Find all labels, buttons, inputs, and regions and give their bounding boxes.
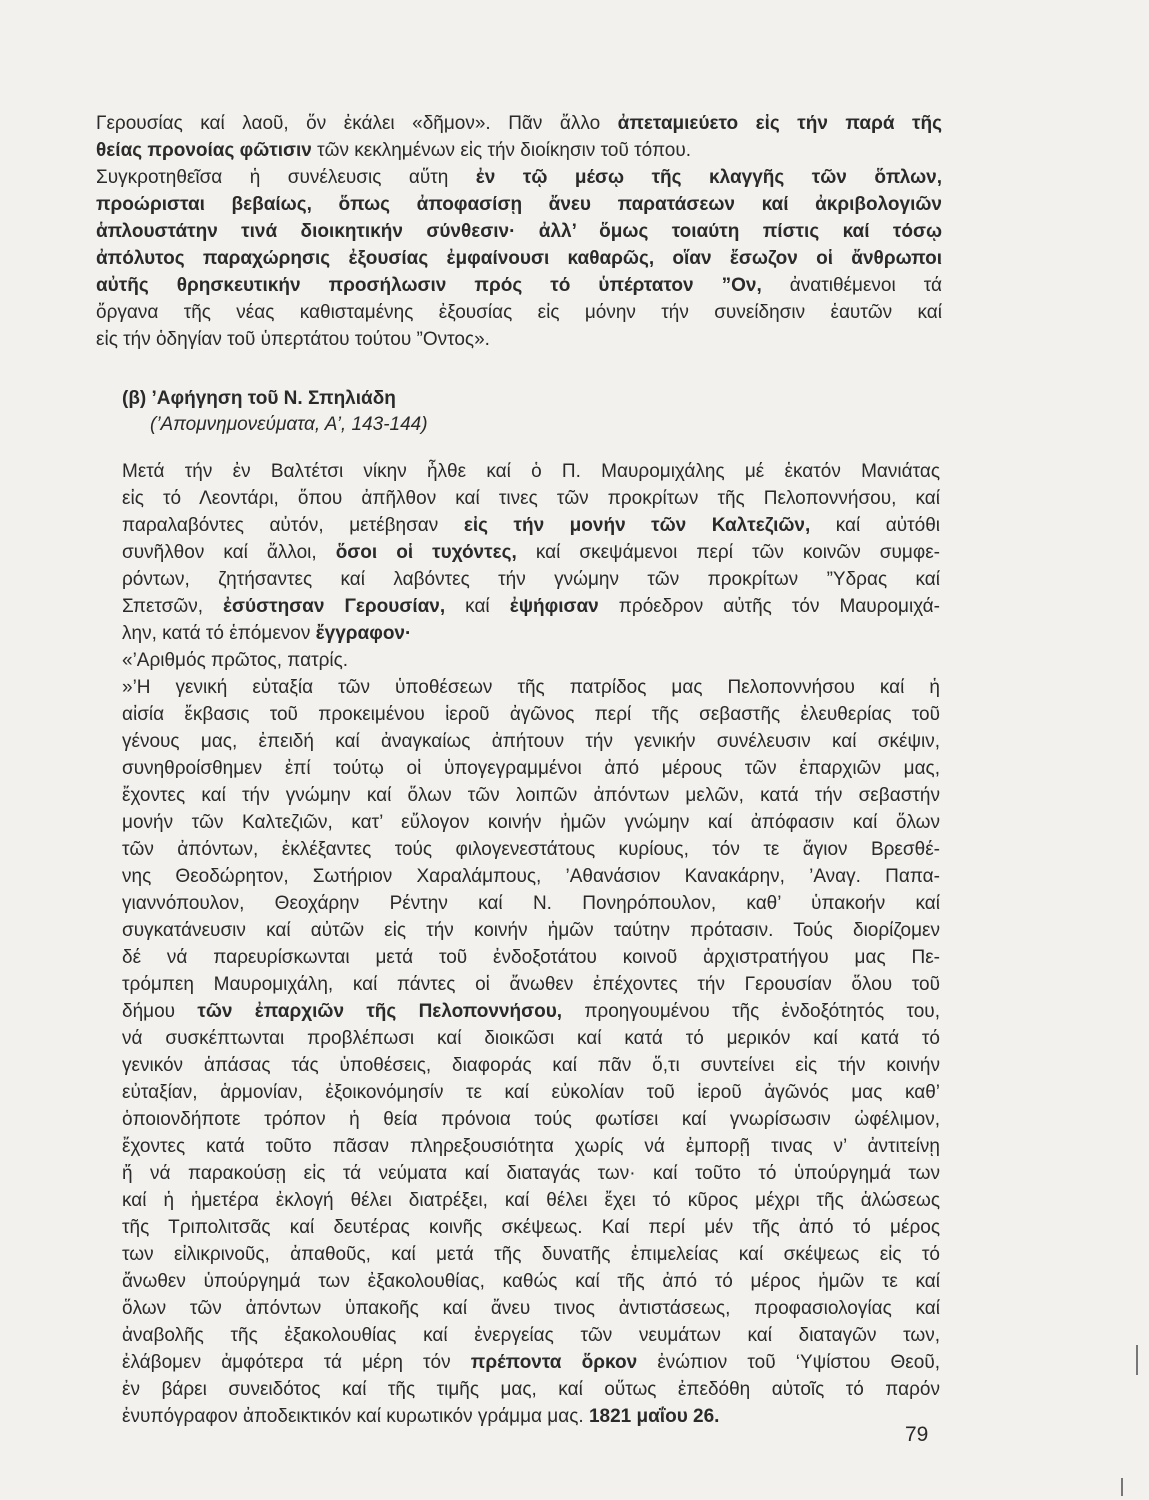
text-line	[96, 191, 942, 218]
text-run: ὄργανα τῆς νέας καθισταμένης ἐξουσίας εἰς μόνην τήν συνείδησιν ἑαυτῶν καί	[96, 302, 942, 323]
text-line	[122, 1268, 940, 1295]
text-line	[122, 539, 940, 566]
text-run: τρόμπεη Μαυρομιχάλη, καί πάντες οἱ ἄνωθεν ἐπέχοντες τήν Γερουσίαν ὅλου τοῦ	[122, 974, 940, 995]
text-line	[96, 245, 942, 272]
text-run: ὅλων τῶν ἀπόντων ὑπακοῆς καί ἄνευ τινος ἀντιστάσεως, προφασιολογίας καί	[122, 1298, 940, 1319]
text-run: ἀναβολῆς τῆς ἐξακολουθίας καί ἐνεργείας τῶν νευμάτων καί διαταγῶν των,	[122, 1325, 940, 1346]
text-line	[122, 1025, 940, 1052]
text-run: τῶν ἀπόντων, ἐκλέξαντες τούς φιλογενεστάτους κυρίους, τόν τε ἅγιον Βρεσθέ-	[122, 839, 940, 860]
text-line	[122, 701, 940, 728]
text-run: ἐλάβομεν ἀμφότερα τά μέρη τόν	[122, 1352, 471, 1373]
text-line	[96, 299, 942, 326]
text-run: Συγκροτηθεῖσα ἡ συνέλευσις αὕτη	[96, 167, 476, 188]
bold-text-run: προώρισται βεβαίως, ὅπως ἀποφασίσῃ ἄνευ παρατάσεων καί ἀκριβολογιῶν	[96, 194, 942, 215]
text-line	[122, 1214, 940, 1241]
text-run: μονήν τῶν Καλτεζιῶν, κατ’ εὔλογον κοινήν ἡμῶν γνώμην καί ἀπόφασιν καί ὅλων	[122, 812, 940, 833]
scan-edge-mark	[1121, 1478, 1123, 1496]
text-line	[122, 1403, 940, 1430]
text-line	[122, 998, 940, 1025]
bold-text-run: ἐψήφισαν	[509, 596, 599, 617]
text-line	[122, 1079, 940, 1106]
bold-text-run: ὅσοι οἱ τυχόντες,	[335, 542, 517, 563]
text-run: των εἰλικρινοῦς, ἀπαθοῦς, καί μετά τῆς δυνατῆς ἐπιμελείας καί σκέψεως εἰς τό	[122, 1244, 940, 1265]
text-line	[122, 836, 940, 863]
text-run: προηγουμένου τῆς ἐνδοξότητός του,	[562, 1001, 940, 1022]
text-run: ἄνωθεν ὑπούργημά των ἐξακολουθίας, καθώς καί τῆς ἀπό τό μέρος ἡμῶν τε καί	[122, 1271, 940, 1292]
text-run: ἔχοντες καί τήν γνώμην καί ὅλων τῶν λοιπῶν ἀπόντων μελῶν, κατά τήν σεβαστήν	[122, 785, 940, 806]
bold-text-run: θείας προνοίας φῶτισιν	[96, 140, 312, 161]
text-line	[122, 1295, 940, 1322]
scan-edge-mark	[1136, 1345, 1138, 1375]
text-line	[122, 1376, 940, 1403]
text-line	[122, 1106, 940, 1133]
text-line	[96, 137, 942, 164]
page-number: 79	[905, 1423, 929, 1446]
text-run: καί	[445, 596, 510, 617]
text-run: ὁποιονδήποτε τρόπον ἡ θεία πρόνοια τούς φωτίσει καί γνωρίσωσιν ὠφέλιμον,	[122, 1109, 940, 1130]
text-line	[122, 755, 940, 782]
text-line	[96, 110, 942, 137]
text-run: νης Θεοδώρητον, Σωτήριον Χαραλάμπους, ’Αθανάσιον Κανακάρην, ’Αναγ. Παπα-	[122, 866, 940, 887]
text-run: »’Η γενική εὐταξία τῶν ὑποθέσεων τῆς πατρίδος μας Πελοποννήσου καί ἡ	[122, 677, 940, 698]
text-line	[122, 1133, 940, 1160]
text-line	[96, 326, 942, 353]
text-run: γενικόν ἁπάσας τάς ὑποθέσεις, διαφοράς καί πᾶν ὅ,τι συντείνει εἰς τήν κοινήν	[122, 1055, 940, 1076]
text-run: ἤ νά παρακούσῃ εἰς τά νεύματα καί διαταγάς των· καί τοῦτο τό ὑπούργημά των	[122, 1163, 940, 1184]
text-run: παραλαβόντες αὐτόν, μετέβησαν	[122, 515, 464, 536]
text-run: «’Αριθμός πρῶτος, πατρίς.	[122, 650, 349, 671]
text-run: δήμου	[122, 1001, 198, 1022]
text-line	[122, 512, 940, 539]
text-run: ρόντων, ζητήσαντες καί λαβόντες τήν γνώμην τῶν προκρίτων ”Υδρας καί	[122, 569, 940, 590]
text-run: τῆς Τριπολιτσᾶς καί δευτέρας κοινῆς σκέψεως. Καί περί μέν τῆς ἀπό τό μέρος	[122, 1217, 940, 1238]
text-line	[122, 917, 940, 944]
bold-text-run: ἀπεταμιεύετο εἰς τήν παρά τῆς	[617, 113, 942, 134]
text-line	[122, 728, 940, 755]
text-run: εἰς τό Λεοντάρι, ὅπου ἀπῆλθον καί τινες τῶν προκρίτων τῆς Πελοποννήσου, καί	[122, 488, 940, 509]
bold-text-run: 1821 μαΐου 26.	[588, 1406, 720, 1427]
text-run: συνῆλθον καί ἄλλοι,	[122, 542, 336, 563]
text-line	[122, 593, 940, 620]
text-run: ἔχοντες κατά τοῦτο πᾶσαν πληρεξουσιότητα χωρίς νά ἐμπορῇ τινας ν’ ἀντιτείνῃ	[122, 1136, 940, 1157]
text-line	[122, 1322, 940, 1349]
text-line	[122, 485, 940, 512]
text-run: καί σκεψάμενοι περί τῶν κοινῶν συμφε-	[516, 542, 940, 563]
text-line	[122, 1052, 940, 1079]
bold-text-run: ἀπόλυτος παραχώρησις ἐξουσίας ἐμφαίνουσι καθαρῶς, οἵαν ἔσωζον οἱ ἄνθρωποι	[96, 248, 942, 269]
text-run: γένους μας, ἐπειδή καί ἀναγκαίως ἀπήτουν τήν γενικήν συνέλευσιν καί σκέψιν,	[122, 731, 940, 752]
text-line	[122, 647, 940, 674]
text-line	[96, 218, 942, 245]
text-run: καί αὐτόθι	[810, 515, 940, 536]
text-run: ἐνυπόγραφον ἀποδεικτικόν καί κυρωτικόν γράμμα μας.	[122, 1406, 589, 1427]
text-line	[122, 1187, 940, 1214]
text-line	[122, 863, 940, 890]
text-line	[122, 674, 940, 701]
text-run: ἀνατιθέμενοι τά	[761, 275, 942, 296]
text-line	[122, 458, 940, 485]
bold-text-run: πρέποντα ὅρκον	[470, 1352, 638, 1373]
source-citation: (’Απομνημονεύματα, Α’, 143-144)	[150, 414, 428, 435]
text-line	[96, 164, 942, 191]
narrative-paragraph	[122, 458, 940, 1430]
text-line	[122, 890, 940, 917]
text-run: συνηθροίσθημεν ἐπί τούτῳ οἱ ὑπογεγραμμένοι ἀπό μέρους τῶν ἐπαρχιῶν μας,	[122, 758, 940, 779]
text-line	[122, 944, 940, 971]
bold-text-run: ἔγγραφον·	[315, 623, 412, 644]
bold-text-run: ἐσύστησαν Γερουσίαν,	[223, 596, 446, 617]
text-run: συγκατάνευσιν καί αὐτῶν εἰς τήν κοινήν ἡμῶν ταύτην πρότασιν. Τούς διορίζομεν	[122, 920, 940, 941]
text-line	[122, 566, 940, 593]
text-line	[122, 971, 940, 998]
text-line	[122, 620, 940, 647]
bold-text-run: ἁπλουστάτην τινά διοικητικήν σύνθεσιν· ἀλλ’ ὅμως τοιαύτη πίστις καί τόσῳ	[96, 221, 942, 242]
bold-text-run: εἰς τήν μονήν τῶν Καλτεζιῶν,	[463, 515, 811, 536]
intro-paragraph	[96, 110, 942, 353]
text-line	[122, 1349, 940, 1376]
text-run: εἰς τήν ὁδηγίαν τοῦ ὑπερτάτου τούτου ”Οντος».	[96, 329, 490, 350]
text-line	[122, 809, 940, 836]
text-run: αἰσία ἔκβασις τοῦ προκειμένου ἱεροῦ ἀγῶνος περί τῆς σεβαστῆς ἐλευθερίας τοῦ	[122, 704, 940, 725]
text-run: καί ἡ ἡμετέρα ἐκλογή θέλει διατρέξει, καί θέλει ἔχει τό κῦρος μέχρι τῆς ἁλώσεως	[122, 1190, 940, 1211]
bold-text-run: ἐν τῷ μέσῳ τῆς κλαγγῆς τῶν ὅπλων,	[475, 167, 942, 188]
text-run: Σπετσῶν,	[122, 596, 224, 617]
text-run: λην, κατά τό ἑπόμενον	[122, 623, 316, 644]
text-line	[96, 272, 942, 299]
text-run: ἐνώπιον τοῦ ‘Υψίστου Θεοῦ,	[637, 1352, 940, 1373]
text-run: πρόεδρον αὐτῆς τόν Μαυρομιχά-	[598, 596, 940, 617]
section-heading: (β) ’Αφήγηση τοῦ Ν. Σπηλιάδη	[122, 388, 396, 409]
text-run: δέ νά παρευρίσκωνται μετά τοῦ ἐνδοξοτάτου κοινοῦ ἀρχιστρατήγου μας Πε-	[122, 947, 940, 968]
text-run: Μετά τήν ἐν Βαλτέτσι νίκην ἦλθε καί ὁ Π. Μαυρομιχάλης μέ ἑκατόν Μανιάτας	[122, 461, 940, 482]
text-line	[122, 1160, 940, 1187]
text-run: τῶν κεκλημένων εἰς τήν διοίκησιν τοῦ τόπου.	[311, 140, 692, 161]
text-run: νά συσκέπτωνται προβλέπωσι καί διοικῶσι καί κατά τό μερικόν καί κατά τό	[122, 1028, 940, 1049]
text-line	[122, 1241, 940, 1268]
text-run: ἐν βάρει συνειδότος καί τῆς τιμῆς μας, καί οὕτως ἐπεδόθη αὐτοῖς τό παρόν	[122, 1379, 940, 1400]
text-line	[122, 782, 940, 809]
text-run: εὐταξίαν, ἁρμονίαν, ἐξοικονόμησίν τε καί εὐκολίαν τοῦ ἱεροῦ ἀγῶνός μας καθ’	[122, 1082, 940, 1103]
text-run: γιαννόπουλον, Θεοχάρην Ρέντην καί Ν. Πονηρόπουλον, καθ’ ὑπακοήν καί	[122, 893, 940, 914]
bold-text-run: αὐτῆς θρησκευτικήν προσήλωσιν πρός τό ὑπέρτατον ”Ον,	[96, 275, 762, 296]
text-run: Γερουσίας καί λαοῦ, ὅν ἐκάλει «δῆμον». Πᾶν ἄλλο	[96, 113, 618, 134]
bold-text-run: τῶν ἐπαρχιῶν τῆς Πελοποννήσου,	[197, 1001, 563, 1022]
